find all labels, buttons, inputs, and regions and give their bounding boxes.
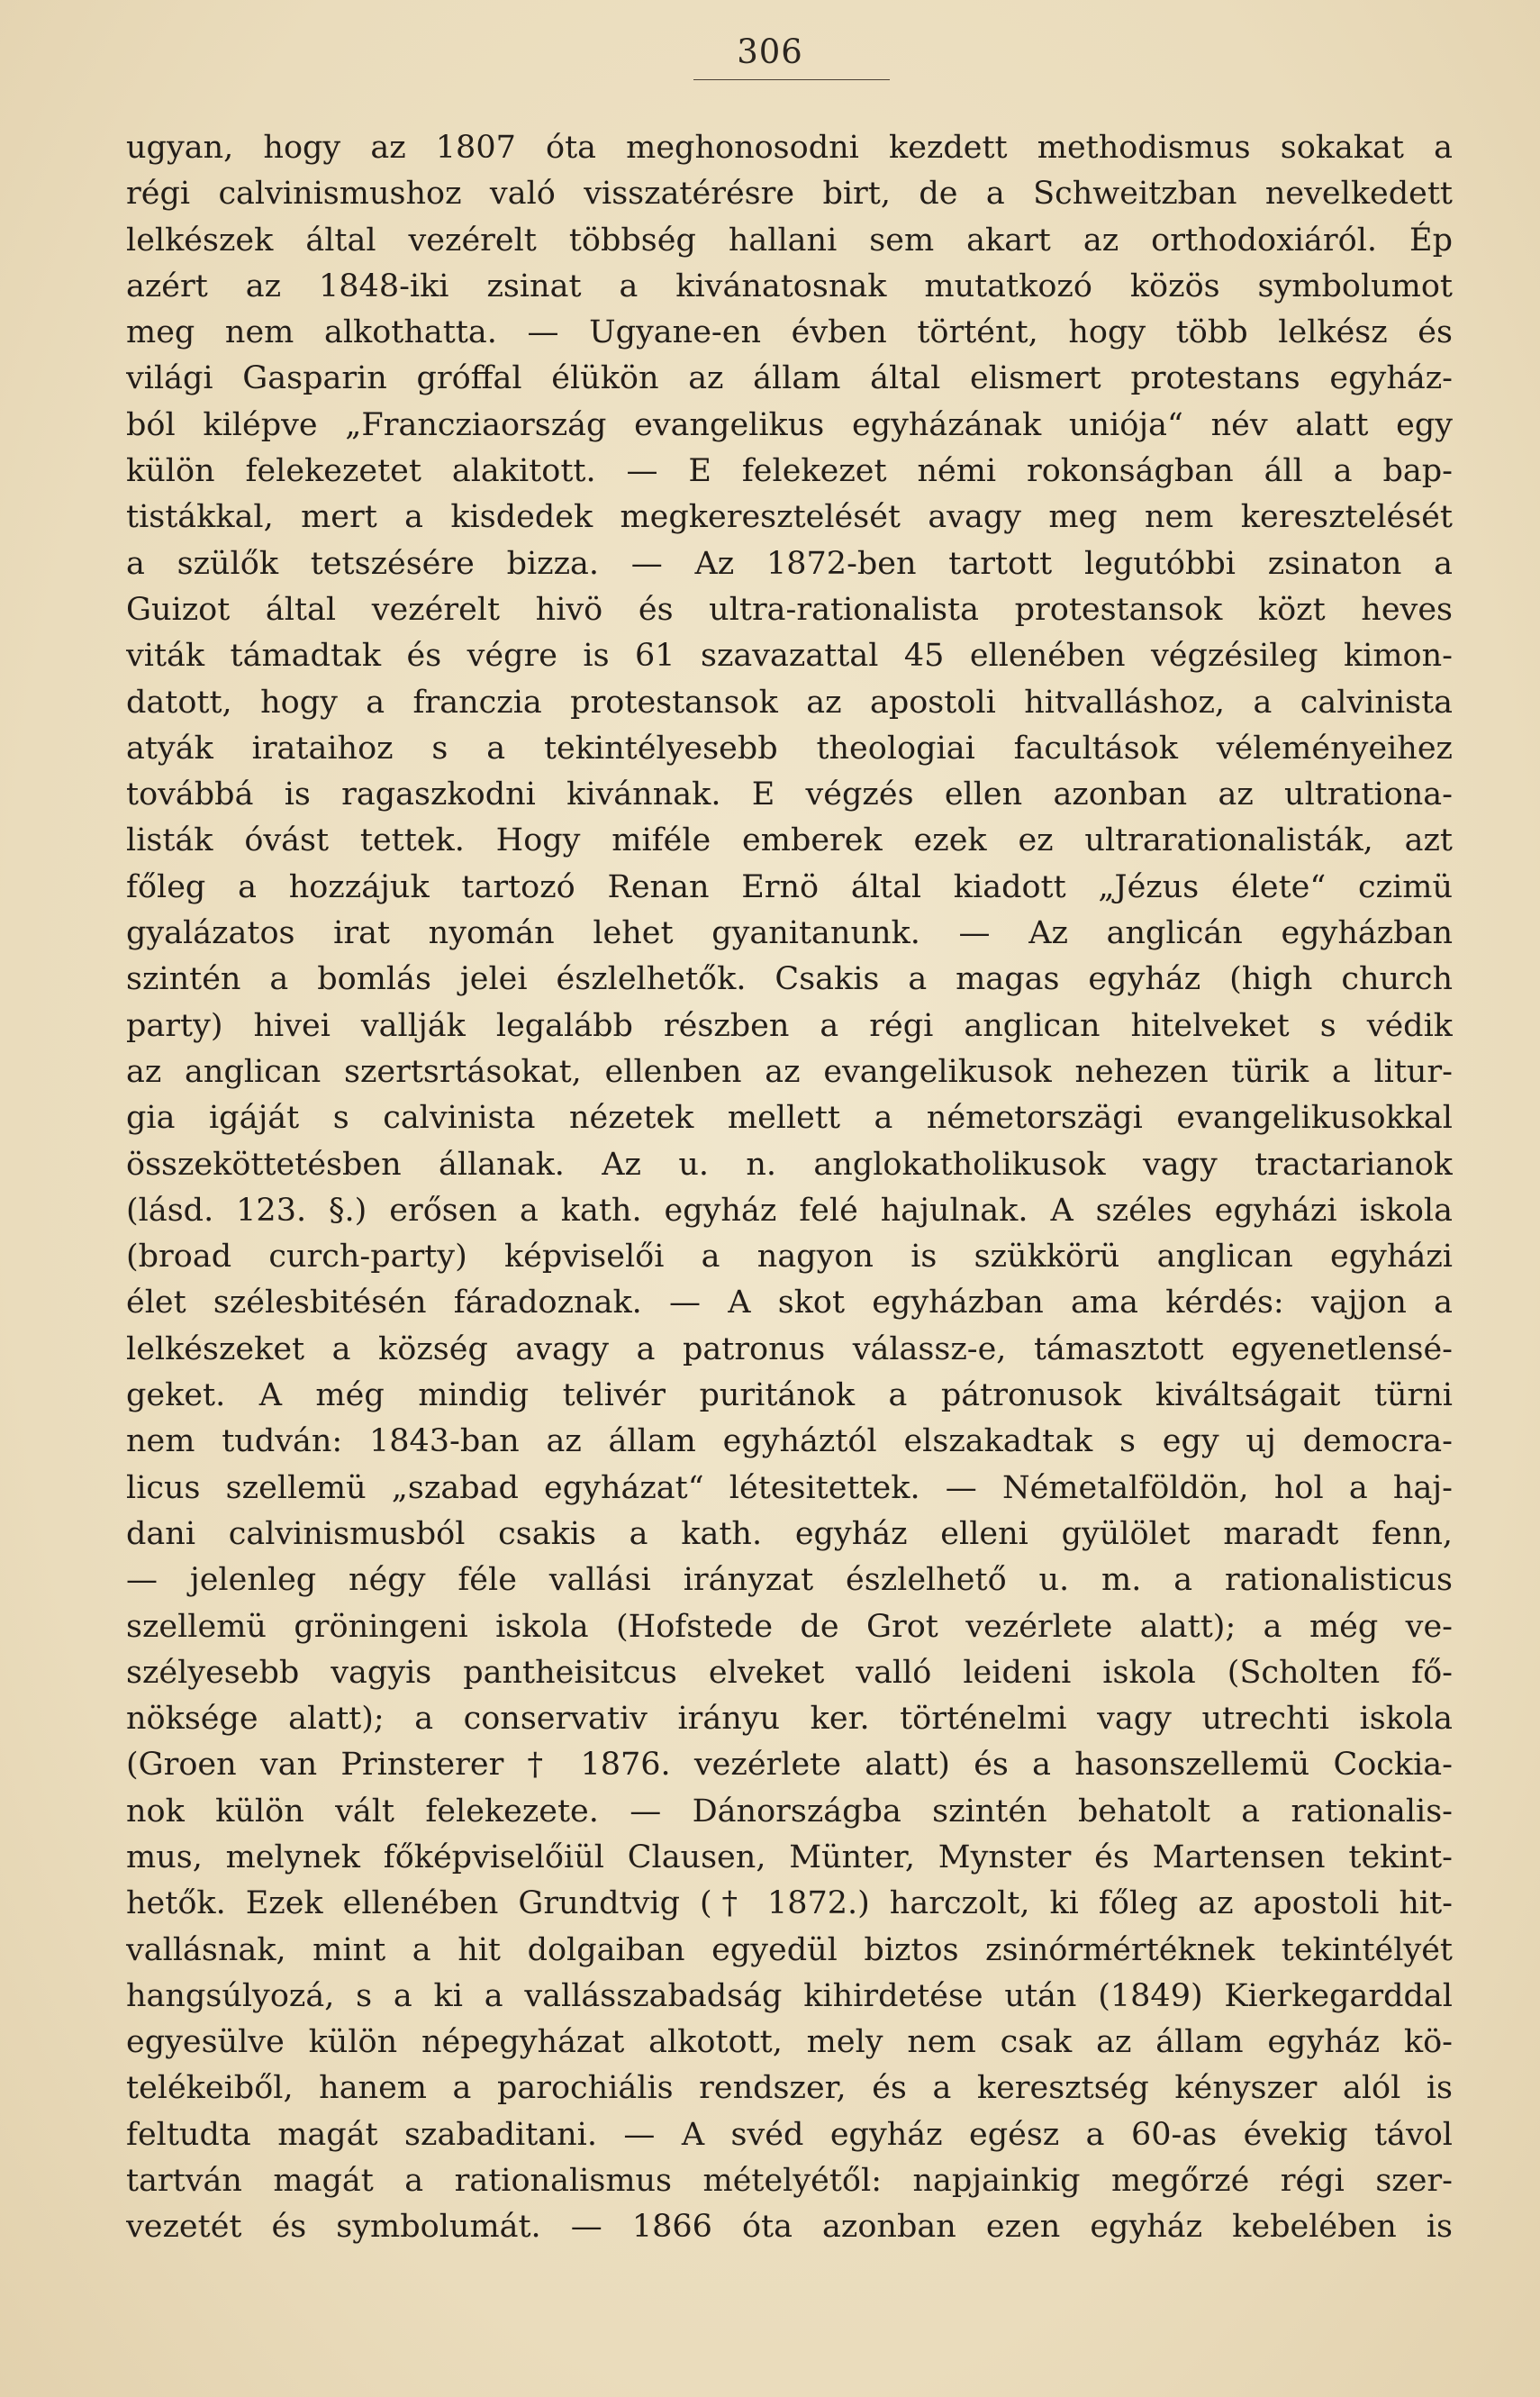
text-line: telékeiből, hanem a parochiális rendszer, és a keresztség kényszer alól is — [126, 2070, 1453, 2107]
text-line: feltudta magát szabaditani. — A svéd egyház egész a 60-as évekig távol — [126, 2116, 1453, 2153]
text-line: külön felekezetet alakitott. — E felekezet némi rokonságban áll a bap- — [126, 453, 1453, 490]
text-line: összeköttetésben állanak. Az u. n. anglokatholikusok vagy tractarianok — [126, 1146, 1453, 1183]
text-line: dani calvinismusból csakis a kath. egyház elleni gyülölet maradt fenn, — [126, 1515, 1453, 1552]
text-line: datott, hogy a franczia protestansok az apostoli hitvalláshoz, a calvinista — [126, 684, 1453, 721]
text-line: szellemü gröningeni iskola (Hofstede de Grot vezérlete alatt); a még ve- — [126, 1608, 1453, 1645]
page-number: 306 — [737, 32, 803, 71]
header-rule — [693, 79, 890, 80]
text-line: azért az 1848-iki zsinat a kivánatosnak mutatkozó közös symbolumot — [126, 268, 1453, 304]
text-line: hangsúlyozá, s a ki a vallásszabadság kihirdetése után (1849) Kierkegarddal — [126, 1977, 1453, 2014]
text-line: (broad curch-party) képviselői a nagyon is szükkörü anglican egyházi — [126, 1239, 1453, 1276]
text-line: egyesülve külön népegyházat alkotott, mely nem csak az állam egyház kö- — [126, 2024, 1453, 2061]
text-line: világi Gasparin gróffal élükön az állam által elismert protestans egyház- — [126, 360, 1453, 397]
text-line: gia igáját s calvinista nézetek mellett a németorszägi evangelikusokkal — [126, 1100, 1453, 1137]
text-line: főleg a hozzájuk tartozó Renan Ernö által kiadott „Jézus élete“ czimü — [126, 868, 1453, 905]
text-line: licus szellemü „szabad egyházat“ létesitettek. — Németalföldön, hol a haj- — [126, 1469, 1453, 1506]
text-line: régi calvinismushoz való visszatérésre birt, de a Schweitzban nevelkedett — [126, 176, 1453, 213]
text-line: lelkészeket a község avagy a patronus válassz-e, támasztott egyenetlensé- — [126, 1330, 1453, 1367]
text-line: hetők. Ezek ellenében Grundtvig († 1872.) harczolt, ki főleg az apostoli hit- — [126, 1885, 1453, 1922]
text-line: az anglican szertsrtásokat, ellenben az evangelikusok nehezen türik a litur- — [126, 1053, 1453, 1090]
text-line: vezetét és symbolumát. — 1866 óta azonban ezen egyház kebelében is — [126, 2209, 1453, 2246]
text-line: ugyan, hogy az 1807 óta meghonosodni kezdett methodismus sokakat a — [126, 130, 1453, 166]
text-line: (lásd. 123. §.) erősen a kath. egyház felé hajulnak. A széles egyházi iskola — [126, 1192, 1453, 1229]
text-line: nem tudván: 1843-ban az állam egyháztól elszakadtak s egy uj democra- — [126, 1423, 1453, 1460]
text-line: Guizot által vezérelt hivö és ultra-rationalista protestansok közt heves — [126, 591, 1453, 628]
text-line: party) hivei vallják legalább részben a régi anglican hitelveket s védik — [126, 1007, 1453, 1044]
text-line: — jelenleg négy féle vallási irányzat észlelhető u. m. a rationalisticus — [126, 1562, 1453, 1599]
text-line: szintén a bomlás jelei észlelhetők. Csakis a magas egyház (high church — [126, 961, 1453, 998]
text-line: atyák irataihoz s a tekintélyesebb theologiai facultások véleményeihez — [126, 730, 1453, 767]
text-line: lelkészek által vezérelt többség hallani sem akart az orthodoxiáról. Ép — [126, 222, 1453, 259]
text-line: nok külön vált felekezete. — Dánországba szintén behatolt a rationalis- — [126, 1793, 1453, 1830]
body-text — [126, 125, 1453, 2251]
text-line: a szülők tetszésére bizza. — Az 1872-ben tartott legutóbbi zsinaton a — [126, 545, 1453, 582]
text-line: geket. A még mindig telivér puritánok a pátronusok kiváltságait türni — [126, 1377, 1453, 1414]
text-line: listák óvást tettek. Hogy miféle emberek ezek ez ultrarationalisták, azt — [126, 822, 1453, 859]
text-line: tistákkal, mert a kisdedek megkeresztelését avagy meg nem keresztelését — [126, 499, 1453, 536]
text-line: szélyesebb vagyis pantheisitcus elveket valló leideni iskola (Scholten fő- — [126, 1654, 1453, 1691]
text-line: továbbá is ragaszkodni kivánnak. E végzés ellen azonban az ultrationa- — [126, 776, 1453, 813]
text-line: élet szélesbitésén fáradoznak. — A skot egyházban ama kérdés: vajjon a — [126, 1285, 1453, 1321]
text-line: vallásnak, mint a hit dolgaiban egyedül biztos zsinórmértéknek tekintélyét — [126, 1931, 1453, 1968]
text-line: meg nem alkothatta. — Ugyane-en évben történt, hogy több lelkész és — [126, 314, 1453, 351]
text-line: tartván magát a rationalismus mételyétől: napjainkig megőrzé régi szer- — [126, 2163, 1453, 2200]
text-line: (Groen van Prinsterer † 1876. vezérlete alatt) és a hasonszellemü Cockia- — [126, 1747, 1453, 1784]
text-line: nöksége alatt); a conservativ irányu ker. történelmi vagy utrechti iskola — [126, 1701, 1453, 1738]
text-line: ból kilépve „Francziaország evangelikus egyházának uniója“ név alatt egy — [126, 406, 1453, 443]
text-line: gyalázatos irat nyomán lehet gyanitanunk. — Az anglicán egyházban — [126, 915, 1453, 952]
text-line: viták támadtak és végre is 61 szavazattal 45 ellenében végzésileg kimon- — [126, 638, 1453, 675]
text-line: mus, melynek főképviselőiül Clausen, Münter, Mynster és Martensen tekint- — [126, 1839, 1453, 1875]
